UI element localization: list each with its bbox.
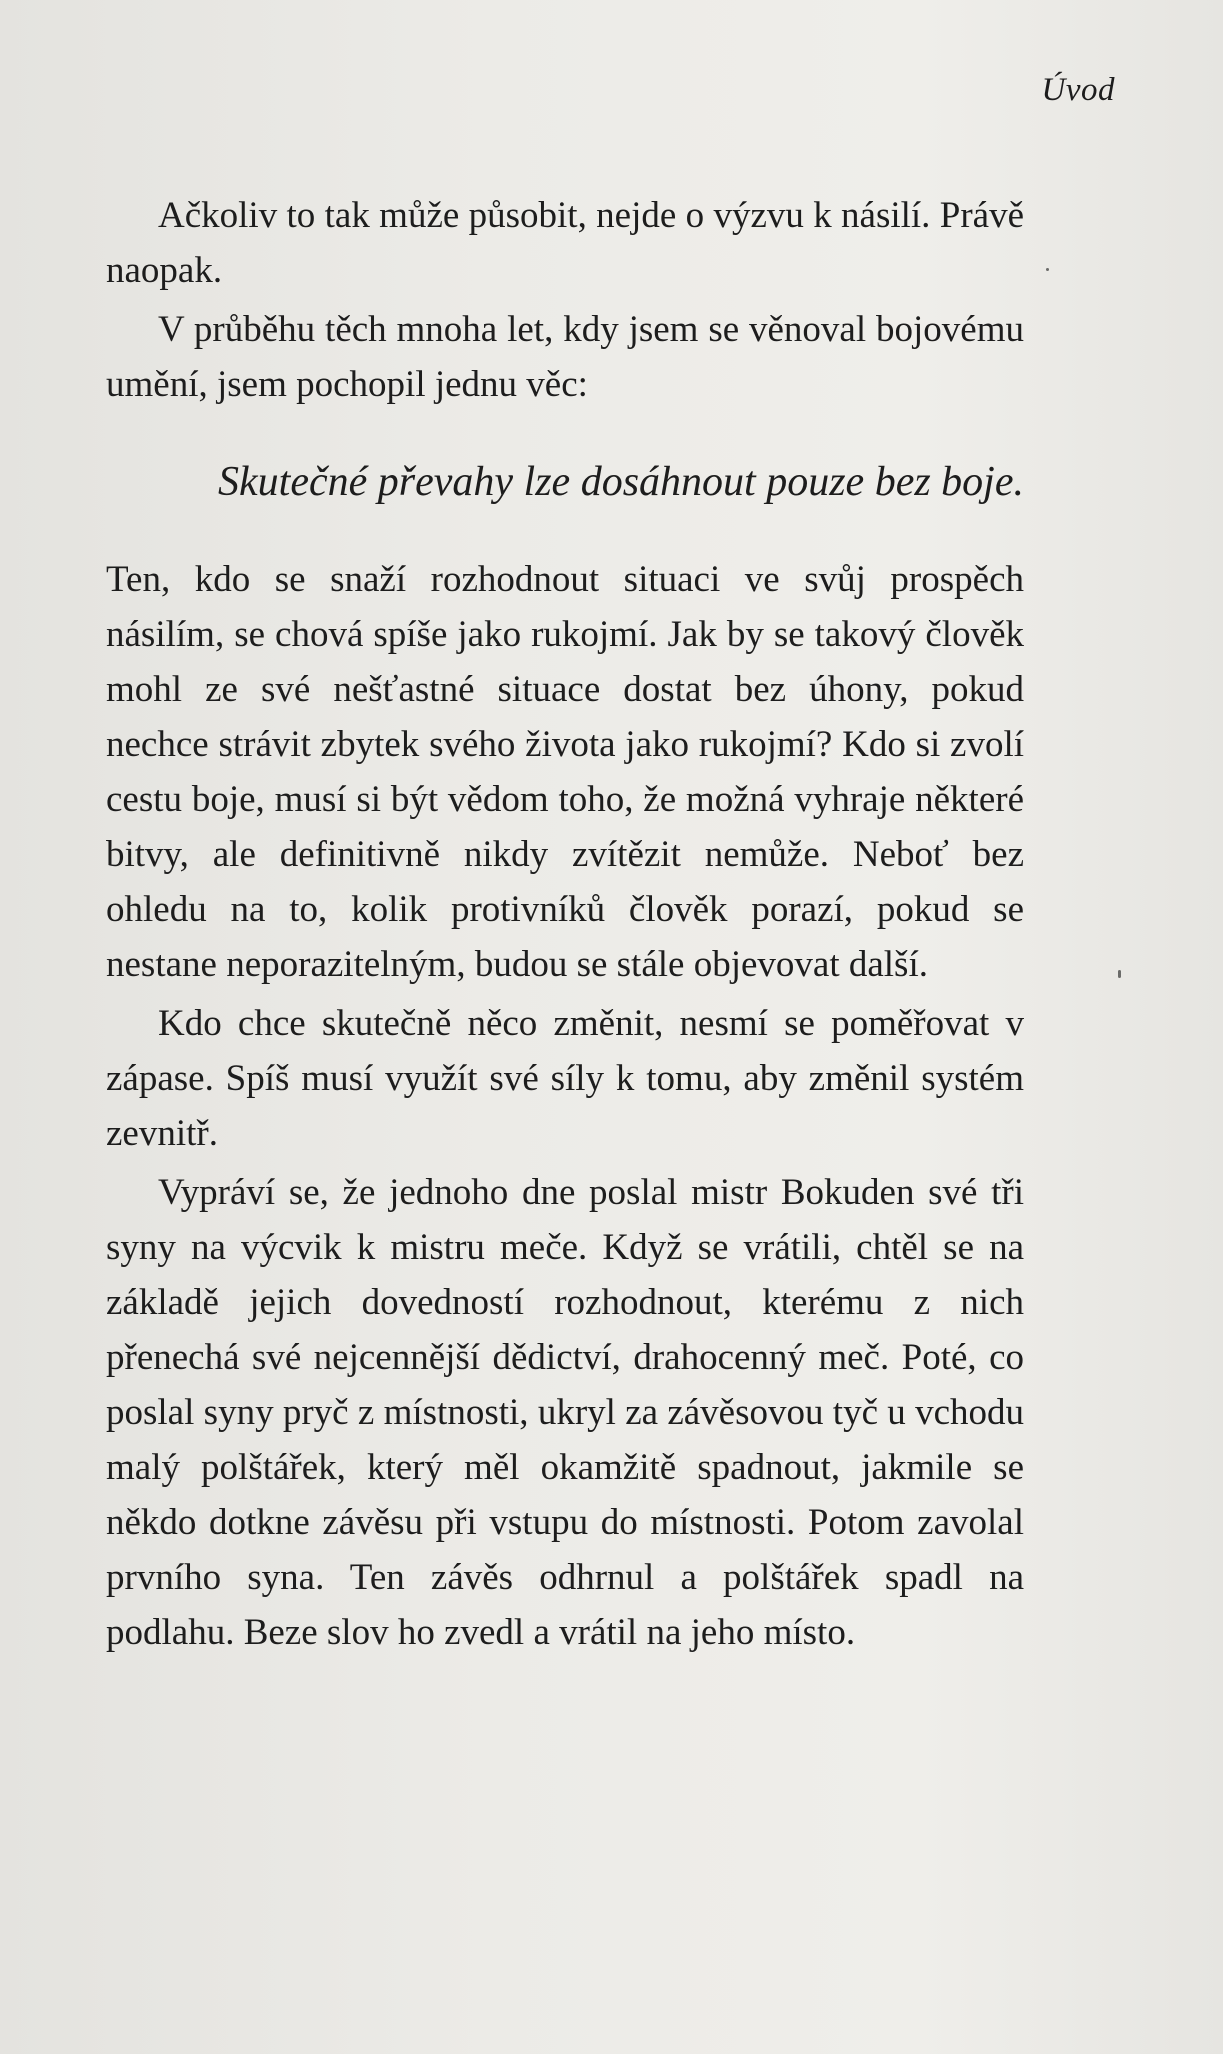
paragraph-2: V průběhu těch mnoha let, kdy jsem se věnoval bojovému umění, jsem pochopil jednu věc: (106, 309, 1024, 405)
paragraph-3: Ten, kdo se snaží rozhodnout situaci ve svůj prospěch násilím, se chová spíše jako rukojmí. Jak by se takový člověk mohl ze své nešťastné situace dostat bez úhony, pokud nechce strávit zbytek svého života jako rukojmí? Kdo si zvolí cestu boje, musí si být vědom toho, že možná vyhraje některé bitvy, ale definitivně nikdy zvítězit nemůže. Neboť bez ohledu na to, kolik protivníků člověk porazí, pokud se nestane neporazitelným, budou se stále objevovat další. (106, 559, 1024, 985)
paper-fleck (1118, 970, 1121, 978)
paragraph-4: Kdo chce skutečně něco změnit, nesmí se poměřovat v zápase. Spíš musí využít své síly k tomu, aby změnil systém zevnitř. (106, 1003, 1024, 1154)
running-head: Úvod (1041, 72, 1115, 108)
body-text (106, 188, 1024, 1660)
paper-fleck (1046, 268, 1049, 271)
paragraph-5: Vypráví se, že jednoho dne poslal mistr Bokuden své tři syny na výcvik k mistru meče. Když se vrátili, chtěl se na základě jejich dovedností rozhodnout, kterému z nich přenechá své nejcennější dědictví, drahocenný meč. Poté, co poslal syny pryč z místnosti, ukryl za závěsovou tyč u vchodu malý polštářek, který měl okamžitě spadnout, jakmile se někdo dotkne závěsu při vstupu do místnosti. Potom zavolal prvního syna. Ten závěs odhrnul a polštářek spadl na podlahu. Beze slov ho zvedl a vrátil na jeho místo. (106, 1172, 1024, 1653)
paragraph-1: Ačkoliv to tak může působit, nejde o výzvu k násilí. Právě naopak. (106, 195, 1024, 291)
pull-quote: Skutečné převahy lze dosáhnout pouze bez boje. (218, 459, 1024, 505)
